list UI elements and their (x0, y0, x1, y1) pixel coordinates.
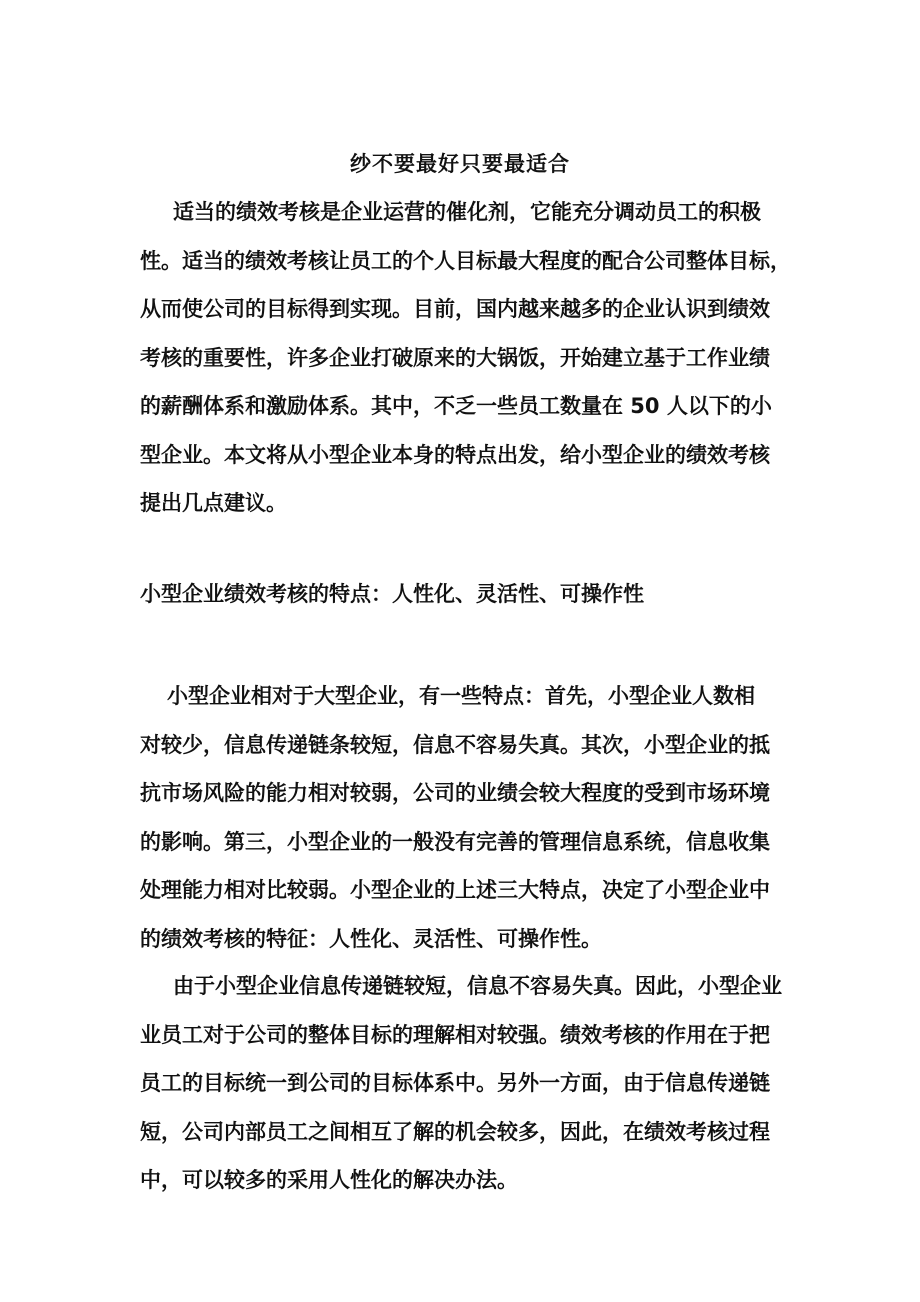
text-line: 的薪酬体系和激励体系。其中，不乏一些员工数量在 50 人以下的小 (140, 394, 772, 418)
text-line: 小型企业相对于大型企业，有一些特点：首先，小型企业人数相 (167, 684, 755, 708)
text-line: 由于小型企业信息传递链较短，信息不容易失真。因此，小型企业 (173, 974, 782, 998)
intro-paragraph (140, 188, 800, 528)
section-heading: 小型企业绩效考核的特点：人性化、灵活性、可操作性 (140, 582, 644, 606)
text-line: 从而使公司的目标得到实现。目前，国内越来越多的企业认识到绩效 (140, 297, 770, 321)
text-line: 抗市场风险的能力相对较弱，公司的业绩会较大程度的受到市场环境 (140, 781, 770, 805)
text-line: 业员工对于公司的整体目标的理解相对较强。绩效考核的作用在于把 (140, 1022, 770, 1047)
text-line: 短，公司内部员工之间相互了解的机会较多，因此，在绩效考核过程 (140, 1119, 770, 1144)
text-line: 考核的重要性，许多企业打破原来的大锅饭，开始建立基于工作业绩 (140, 345, 770, 370)
text-line: 的绩效考核的特征：人性化、灵活性、可操作性。 (140, 926, 602, 951)
section-paragraph-2 (140, 962, 800, 1205)
text-line: 的影响。第三，小型企业的一般没有完善的管理信息系统，信息收集 (140, 829, 770, 854)
text-line: 适当的绩效考核是企业运营的催化剂，它能充分调动员工的积极 (173, 200, 761, 224)
text-line: 性。适当的绩效考核让员工的个人目标最大程度的配合公司整体目标， (140, 248, 791, 273)
text-line: 中，可以较多的采用人性化的解决办法。 (140, 1168, 518, 1192)
text-line: 提出几点建议。 (140, 491, 287, 515)
text-line: 型企业。本文将从小型企业本身的特点出发，给小型企业的绩效考核 (140, 442, 770, 467)
text-line: 员工的目标统一到公司的目标体系中。另外一方面，由于信息传递链 (140, 1071, 770, 1095)
text-line: 对较少，信息传递链条较短，信息不容易失真。其次，小型企业的抵 (140, 732, 770, 757)
document-title: 纱不要最好只要最适合 (350, 152, 570, 176)
section-paragraph-1 (140, 672, 800, 963)
text-line: 处理能力相对比较弱。小型企业的上述三大特点，决定了小型企业中 (140, 878, 770, 902)
